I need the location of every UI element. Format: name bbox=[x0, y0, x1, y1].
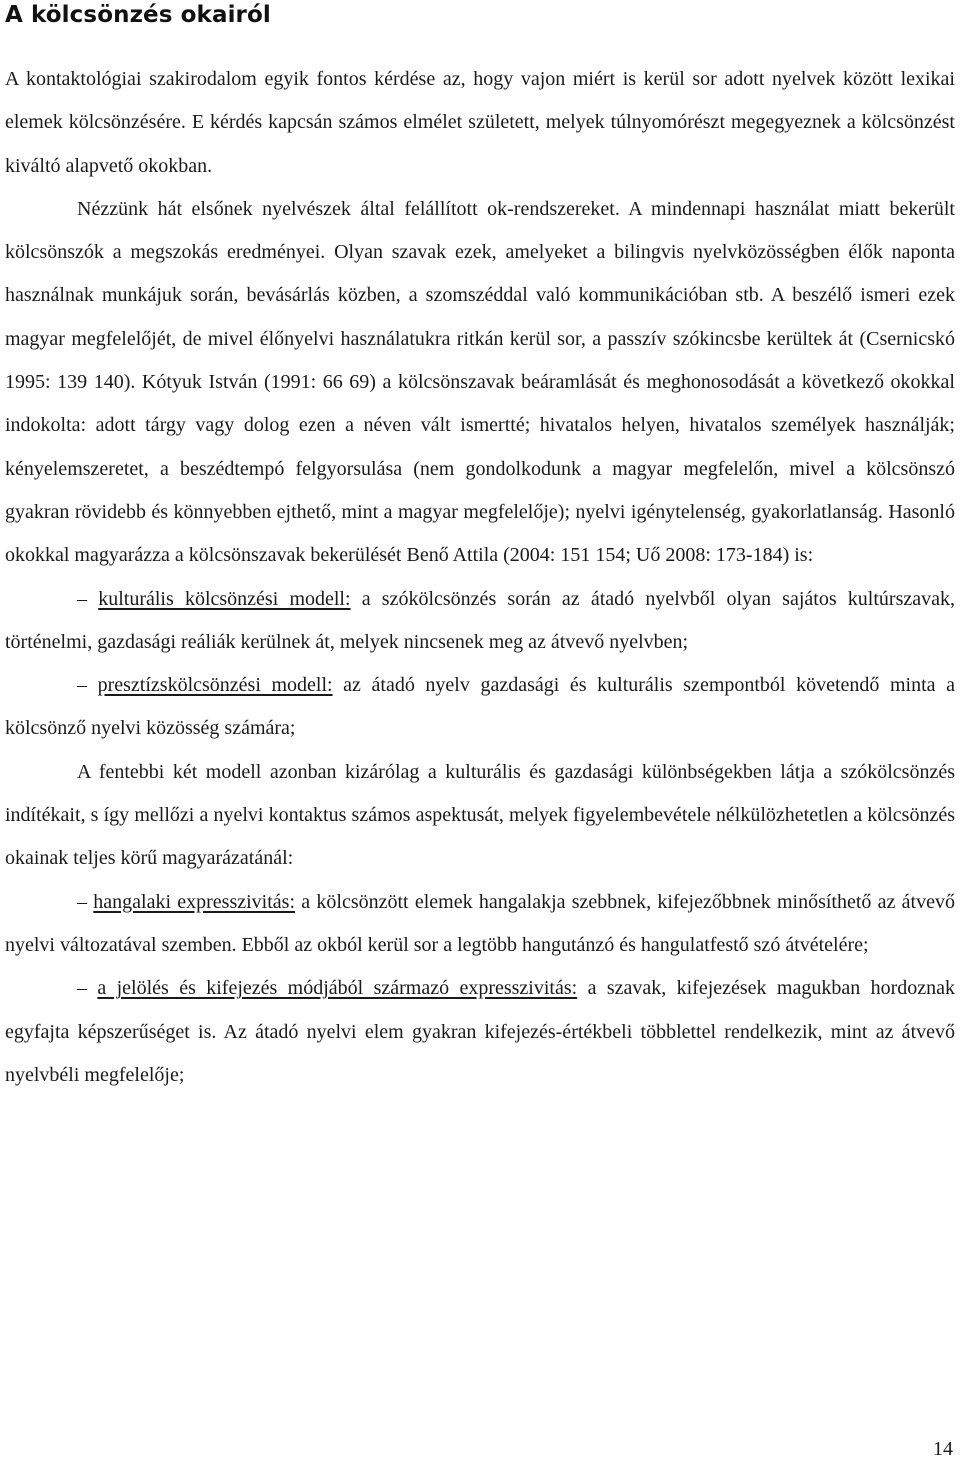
bullet-designation-expressivity bbox=[5, 967, 955, 1097]
document-page bbox=[5, 0, 955, 1097]
bullet-phonetic-expressivity bbox=[5, 881, 955, 968]
bullet-text: a szavak, kifejezések magukban hordoznak egyfajta képszerűséget is. Az átadó nyelvi elem gyakran kifejezés-értékbeli többlettel rendelkezik, mint az átvevő nyelvbéli megfelelője; bbox=[5, 977, 956, 1086]
bullet-term: kulturális kölcsönzési modell: bbox=[98, 587, 351, 610]
bullet-prestige-model bbox=[5, 664, 955, 751]
bullet-term: hangalaki expresszivitás: bbox=[93, 890, 296, 913]
bullet-cultural-model bbox=[5, 578, 955, 665]
bullet-term: a jelölés és kifejezés módjából származó expresszivitás: bbox=[97, 977, 578, 1000]
bullet-dash: – bbox=[77, 587, 87, 610]
bullet-text: az átadó nyelv gazdasági és kulturális szempontból követendő minta a kölcsönző nyelvi közösség számára; bbox=[5, 674, 955, 740]
page-number: 14 bbox=[933, 1438, 953, 1460]
section-title: A kölcsönzés okairól bbox=[5, 2, 271, 28]
transition-paragraph: A fentebbi két modell azonban kizárólag a kulturális és gazdasági különbségekben látja a szókölcsönzés indítékait, s így mellőzi a nyelvi kontaktus számos aspektusát, melyek figyelembevétele nélkülözhetetlen a kölcsönzés okainak teljes körű magyarázatánál: bbox=[5, 760, 955, 870]
bullet-dash: – bbox=[77, 674, 87, 697]
bullet-term: presztízskölcsönzési modell: bbox=[97, 674, 333, 697]
bullet-dash: – bbox=[77, 890, 87, 913]
bullet-text: a szókölcsönzés során az átadó nyelvből olyan sajátos kultúrszavak, történelmi, gazdasági reáliák kerülnek át, melyek nincsenek meg az átvevő nyelvben; bbox=[5, 587, 955, 653]
bullet-dash: – bbox=[77, 977, 87, 1000]
intro-paragraph: A kontaktológiai szakirodalom egyik fontos kérdése az, hogy vajon miért is kerül sor adott nyelvek között lexikai elemek kölcsönzésére. E kérdés kapcsán számos elmélet született, melyek túlnyomórészt megegyeznek a kölcsönzést kiváltó alapvető okokban. bbox=[5, 68, 955, 177]
main-paragraph: Nézzünk hát elsőnek nyelvészek által felállított ok-rendszereket. A mindennapi használat miatt bekerült kölcsönszók a megszokás eredményei. Olyan szavak ezek, amelyeket a bilingvis nyelvközösségben élők naponta használnak munkájuk során, bevásárlás közben, a szomszéddal való kommunikációban stb. A beszélő ismeri ezek magyar megfelelőjét, de mivel élőnyelvi használatukra ritkán kerül sor, a passzív szókincsbe kerültek át (Csernicskó 1995: 139 140). Kótyuk István (1991: 66 69) a kölcsönszavak beáramlását és meghonosodását a következő okokkal indokolta: adott tárgy vagy dolog ezen a néven vált ismertté; hivatalos helyen, hivatalos személyek használják; kényelemszeretet, a beszédtempó felgyorsulása (nem gondolkodunk a magyar megfelelőn, mivel a kölcsönszó gyakran rövidebb és könnyebben ejthető, mint a magyar megfelelője); nyelvi igénytelenség, gyakorlatlanság. Hasonló okokkal magyarázza a kölcsönszavak bekerülését Benő Attila (2004: 151 154; Uő 2008: 173-184) is: bbox=[5, 197, 955, 567]
bullet-text: a kölcsönzött elemek hangalakja szebbnek, kifejezőbbnek minősíthető az átvevő nyelvi változatával szemben. Ebből az okból kerül sor a legtöbb hangutánzó és hangulatfestő szó átvételére; bbox=[5, 890, 955, 956]
